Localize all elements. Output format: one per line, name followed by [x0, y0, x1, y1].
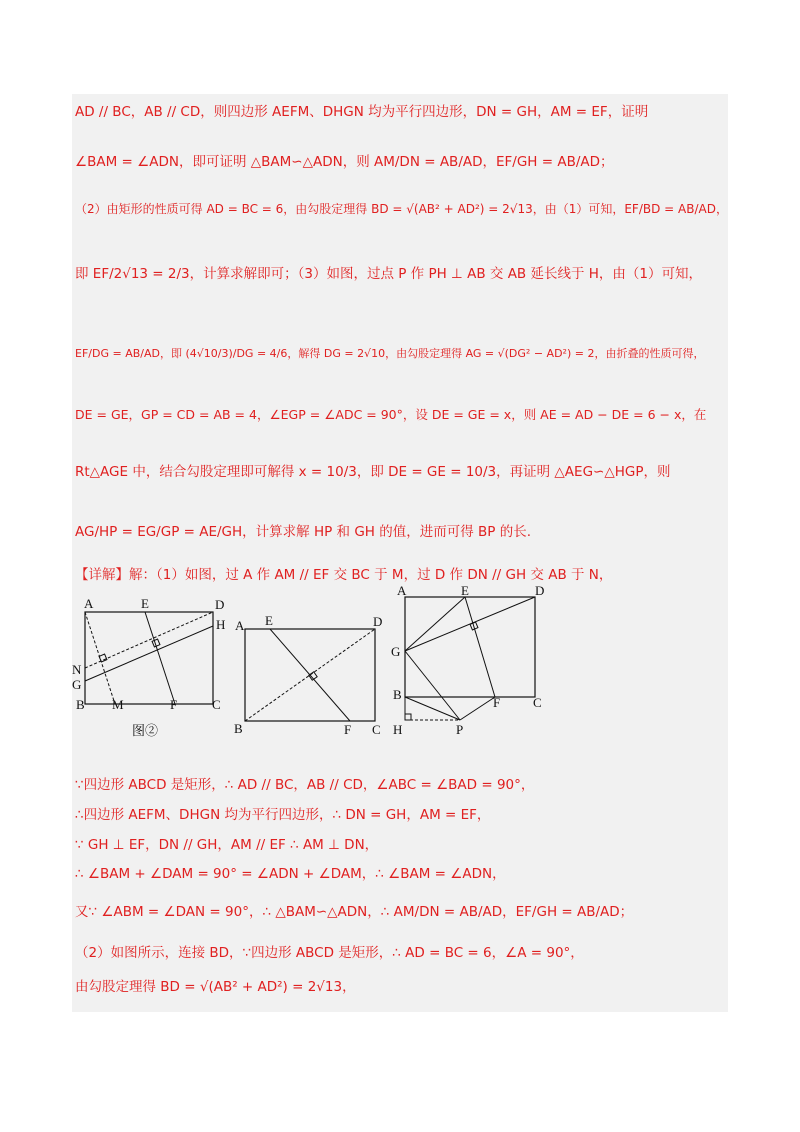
solution-line: [75, 150, 614, 170]
figure-3: [385, 583, 550, 738]
solution-line: [75, 345, 704, 361]
solution-line: [75, 833, 378, 853]
fig3-label: F: [493, 695, 501, 710]
fig3-label: H: [393, 722, 403, 737]
fig3-label: P: [456, 722, 464, 737]
line-text: 由勾股定理得 BD = √(AB² + AD²) = 2√13，: [75, 979, 356, 995]
fig1-label: H: [216, 617, 226, 632]
fig1-label: D: [215, 597, 225, 612]
line-text: （2）由矩形的性质可得 AD = BC = 6，由勾股定理得 BD = √(AB² + AD²) = 2√13，由（1）可知，EF/BD = AB/AD，: [75, 202, 728, 216]
fig1-label: C: [212, 697, 221, 712]
fig2-label: C: [372, 722, 381, 737]
line-text: 即 EF/2√13 = 2/3，计算求解即可；（3）如图，过点 P 作 PH ⊥ AB 交 AB 延长线于 H，由（1）可知，: [75, 266, 703, 282]
fig3-label: B: [393, 687, 402, 702]
solution-line: [75, 862, 506, 882]
fig3-label: C: [533, 695, 542, 710]
solution-line: [75, 200, 728, 217]
figure-2: [230, 612, 390, 737]
fig1-caption: 图②: [132, 723, 159, 738]
solution-line: [75, 803, 490, 823]
fig2-label: B: [234, 721, 243, 736]
fig2-label: F: [344, 722, 352, 737]
line-text: ∵四边形 ABCD 是矩形，∴ AD // BC，AB // CD，∠ABC = ∠BAD = 90°，: [75, 777, 535, 793]
solution-line: [75, 262, 702, 282]
line-text: AG/HP = EG/GP = AE/GH，计算求解 HP 和 GH 的值，进而可得 BP 的长.: [75, 524, 532, 540]
fig1-label: A: [84, 596, 94, 611]
line-text: 【详解】解：（1）如图，过 A 作 AM // EF 交 BC 于 M，过 D 作 DN // GH 交 AB 于 N，: [75, 567, 613, 583]
fig3-label: A: [397, 583, 407, 598]
fig1-label: G: [72, 677, 82, 692]
solution-line: [75, 100, 648, 120]
line-text: ∴ ∠BAM + ∠DAM = 90° = ∠ADN + ∠DAM，∴ ∠BAM = ∠ADN，: [75, 866, 506, 882]
fig1-label: M: [112, 697, 124, 712]
fig1-label: N: [72, 662, 82, 677]
line-text: ∴四边形 AEFM、DHGN 均为平行四边形，∴ DN = GH，AM = EF，: [75, 807, 491, 823]
line-text: EF/DG = AB/AD，即 (4√10/3)/DG = 4/6，解得 DG = 2√10，由勾股定理得 AG = √(DG² − AD²) = 2，由折叠的性质可得，: [75, 347, 705, 360]
solution-line: [75, 773, 534, 793]
fig3-label: G: [391, 644, 401, 659]
line-text: ∵ GH ⊥ EF，DN // GH，AM // EF ∴ AM ⊥ DN，: [75, 837, 379, 853]
solution-line: [75, 900, 633, 920]
solution-line: [75, 941, 584, 961]
fig2-label: E: [265, 613, 273, 628]
fig2-label: A: [235, 618, 245, 633]
line-text: DE = GE，GP = CD = AB = 4，∠EGP = ∠ADC = 90°，设 DE = GE = x，则 AE = AD − DE = 6 − x，在: [75, 407, 707, 422]
fig1-label: B: [76, 697, 85, 712]
fig3-label: D: [535, 583, 545, 598]
fig2-label: D: [373, 614, 383, 629]
solution-line: [75, 405, 706, 423]
solution-line: [75, 563, 612, 583]
solution-line: [75, 460, 670, 480]
line-text: AD // BC，AB // CD，则四边形 AEFM、DHGN 均为平行四边形，DN = GH，AM = EF，证明: [75, 104, 649, 120]
line-text: Rt△AGE 中，结合勾股定理即可解得 x = 10/3，即 DE = GE = 10/3，再证明 △AEG∽△HGP，则: [75, 464, 671, 480]
solution-line: [75, 520, 531, 540]
solution-line: [75, 975, 356, 995]
fig1-label: F: [170, 697, 178, 712]
line-text: （2）如图所示，连接 BD，∵四边形 ABCD 是矩形，∴ AD = BC = 6，∠A = 90°，: [75, 945, 584, 961]
line-text: ∠BAM = ∠ADN，即可证明 △BAM∽△ADN，则 AM/DN = AB/AD，EF/GH = AB/AD；: [75, 154, 614, 170]
figure-1: [70, 595, 240, 750]
fig3-label: E: [461, 583, 469, 598]
line-text: 又∵ ∠ABM = ∠DAN = 90°，∴ △BAM∽△ADN，∴ AM/DN = AB/AD，EF/GH = AB/AD；: [75, 904, 634, 920]
fig1-label: E: [141, 596, 149, 611]
